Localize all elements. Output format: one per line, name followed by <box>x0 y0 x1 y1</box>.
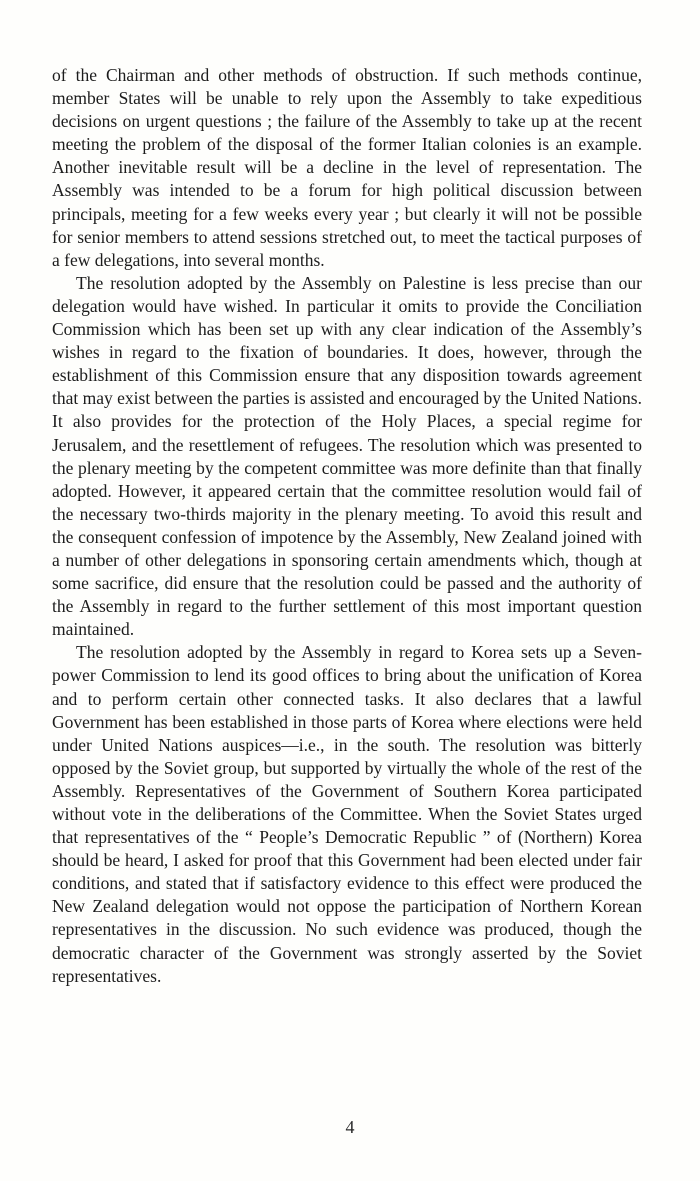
paragraph-palestine: The resolution adopted by the Assembly on Palestine is less precise than our delegation would have wished. In particular it omits to provide the Conciliation Commission which has been set up with any clear indication of the Assembly’s wishes in regard to the fixation of boundaries. It does, however, through the establishment of this Commission ensure that any disposition towards agreement that may exist between the parties is assisted and encouraged by the United Nations. It also provides for the protection of the Holy Places, a special regime for Jerusalem, and the resettlement of refugees. The resolution which was presented to the plenary meeting by the competent committee was more definite than that finally adopted. However, it appeared certain that the committee resolution would fail of the necessary two-thirds majority in the plenary meeting. To avoid this result and the consequent confession of impotence by the Assembly, New Zealand joined with a number of other delegations in sponsoring certain amendments which, though at some sacrifice, did ensure that the resolution could be passed and the authority of the Assembly in regard to the further settlement of this most important question maintained. <box>52 272 642 640</box>
body-text <box>52 64 642 988</box>
paragraph-korea: The resolution adopted by the Assembly in regard to Korea sets up a Seven-power Commission to lend its good offices to bring about the unification of Korea and to perform certain other connected tasks. It also declares that a lawful Government has been established in those parts of Korea where elections were held under United Nations auspices—i.e., in the south. The resolution was bitterly opposed by the Soviet group, but supported by virtually the whole of the rest of the Assembly. Representatives of the Government of Southern Korea participated without vote in the deliberations of the Committee. When the Soviet States urged that representatives of the “ People’s Democratic Republic ” of (Northern) Korea should be heard, I asked for proof that this Government had been elected under fair conditions, and stated that if satisfactory evidence to this effect were produced the New Zealand delegation would not oppose the participation of Northern Korean representatives in the discussion. No such evidence was produced, though the democratic character of the Government was strongly asserted by the Soviet representatives. <box>52 642 642 986</box>
paragraph-continuation: of the Chairman and other methods of obstruction. If such methods continue, member States will be unable to rely upon the Assembly to take expeditious decisions on urgent questions ; the failure of the Assembly to take up at the recent meeting the problem of the disposal of the former Italian colonies is an example. Another inevitable result will be a decline in the level of representation. The Assembly was intended to be a forum for high political discussion between principals, meeting for a few weeks every year ; but clearly it will not be possible for senior members to attend sessions stretched out, to meet the tactical purposes of a few delegations, into several months. <box>52 65 642 270</box>
page-number: 4 <box>345 1117 355 1137</box>
